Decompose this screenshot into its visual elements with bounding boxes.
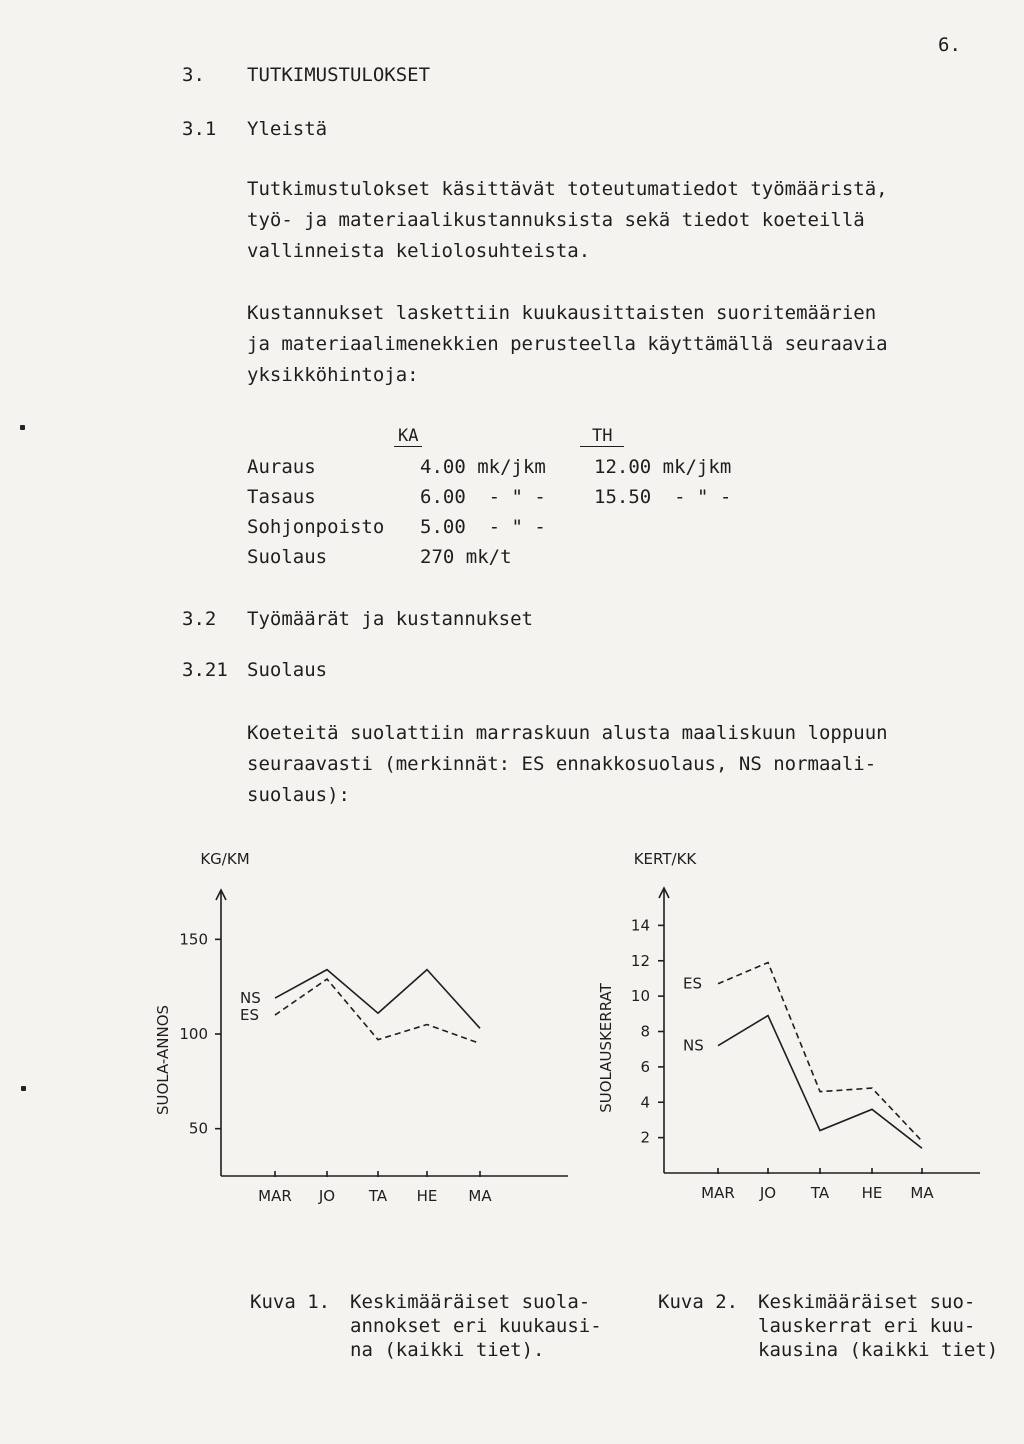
y-tick-label: 14 — [630, 916, 650, 935]
x-tick-label: MA — [910, 1184, 934, 1202]
series-label-ns: NS — [683, 1036, 704, 1055]
series-line-es — [718, 963, 922, 1142]
x-tick-label: HE — [861, 1184, 883, 1202]
table-row-label: Sohjonpoisto — [247, 516, 385, 538]
subsection-title: Työmäärät ja kustannukset — [247, 608, 533, 630]
x-tick-label: JO — [318, 1187, 336, 1205]
caption-2-line: lauskerrat eri kuu- — [758, 1315, 976, 1337]
table-cell: 5.00 - " - — [420, 516, 546, 538]
table-cell: 4.00 mk/jkm — [420, 456, 546, 478]
x-tick-label: TA — [810, 1184, 830, 1202]
chart-unit-label: KG/KM — [200, 850, 250, 868]
chart-unit-label: KERT/KK — [633, 850, 697, 868]
y-tick-label: 6 — [640, 1057, 650, 1076]
table-header-th: TH — [580, 426, 624, 447]
section-number: 3. — [182, 64, 205, 86]
caption-2-prefix: Kuva 2. — [658, 1291, 739, 1313]
paragraph-line: suolaus): — [247, 784, 350, 806]
caption-1-line: na (kaikki tiet). — [350, 1339, 545, 1361]
paragraph-line: työ- ja materiaalikustannuksista sekä tiedot koeteillä — [247, 209, 865, 231]
y-tick-label: 100 — [179, 1025, 208, 1043]
subsection-number: 3.1 — [182, 118, 217, 140]
y-axis-label: SUOLA-ANNOS — [154, 1004, 172, 1116]
paragraph-line: Tutkimustulokset käsittävät toteutumatiedot työmääristä, — [247, 178, 888, 200]
paragraph-line: yksikköhintoja: — [247, 364, 419, 386]
paragraph-line: seuraavasti (merkinnät: ES ennakkosuolaus, NS normaali- — [247, 753, 877, 775]
caption-2-line: Keskimääräiset suo- — [758, 1291, 976, 1313]
caption-1-line: Keskimääräiset suola- — [350, 1291, 591, 1313]
y-tick-label: 12 — [630, 951, 650, 970]
y-axis-label: SUOLAUSKERRAT — [597, 983, 615, 1113]
x-tick-label: MAR — [258, 1187, 292, 1205]
table-row-label: Auraus — [247, 456, 316, 478]
x-tick-label: MAR — [701, 1184, 735, 1202]
section-title: TUTKIMUSTULOKSET — [247, 64, 431, 86]
paragraph-line: vallinneista keliolosuhteista. — [247, 240, 591, 262]
x-tick-label: HE — [416, 1187, 438, 1205]
x-tick-label: MA — [468, 1187, 492, 1205]
subsection-number: 3.21 — [182, 659, 228, 681]
series-label-ns: NS — [240, 989, 261, 1008]
page-number: 6. — [938, 34, 961, 56]
x-tick-label: JO — [759, 1184, 777, 1202]
subsection-title: Yleistä — [247, 118, 328, 140]
table-cell: 12.00 mk/jkm — [594, 456, 732, 478]
table-cell: 6.00 - " - — [420, 486, 546, 508]
y-tick-label: 4 — [640, 1093, 650, 1112]
caption-2-line: kausina (kaikki tiet) — [758, 1339, 999, 1361]
paragraph-line: ja materiaalimenekkien perusteella käyttämällä seuraavia — [247, 333, 888, 355]
table-header-ka: KA — [394, 426, 422, 447]
paragraph-line: Koeteitä suolattiin marraskuun alusta maaliskuun loppuun — [247, 722, 888, 744]
y-tick-label: 10 — [630, 987, 650, 1006]
table-row-label: Suolaus — [247, 546, 328, 568]
caption-1-prefix: Kuva 1. — [250, 1291, 331, 1313]
y-tick-label: 150 — [179, 930, 208, 949]
table-cell: 15.50 - " - — [594, 486, 732, 508]
table-cell: 270 mk/t — [420, 546, 512, 568]
table-row-label: Tasaus — [247, 486, 316, 508]
series-line-ns — [718, 1016, 922, 1149]
y-tick-label: 2 — [640, 1128, 650, 1147]
y-tick-label: 8 — [640, 1022, 650, 1041]
subsection-title: Suolaus — [247, 659, 328, 681]
y-tick-label: 50 — [188, 1119, 208, 1138]
series-label-es: ES — [683, 974, 702, 993]
series-label-es: ES — [240, 1006, 259, 1025]
x-tick-label: TA — [368, 1187, 388, 1205]
caption-1-line: annokset eri kuukausi- — [350, 1315, 602, 1337]
paragraph-line: Kustannukset laskettiin kuukausittaisten suoritemäärien — [247, 302, 877, 324]
subsection-number: 3.2 — [182, 608, 217, 630]
